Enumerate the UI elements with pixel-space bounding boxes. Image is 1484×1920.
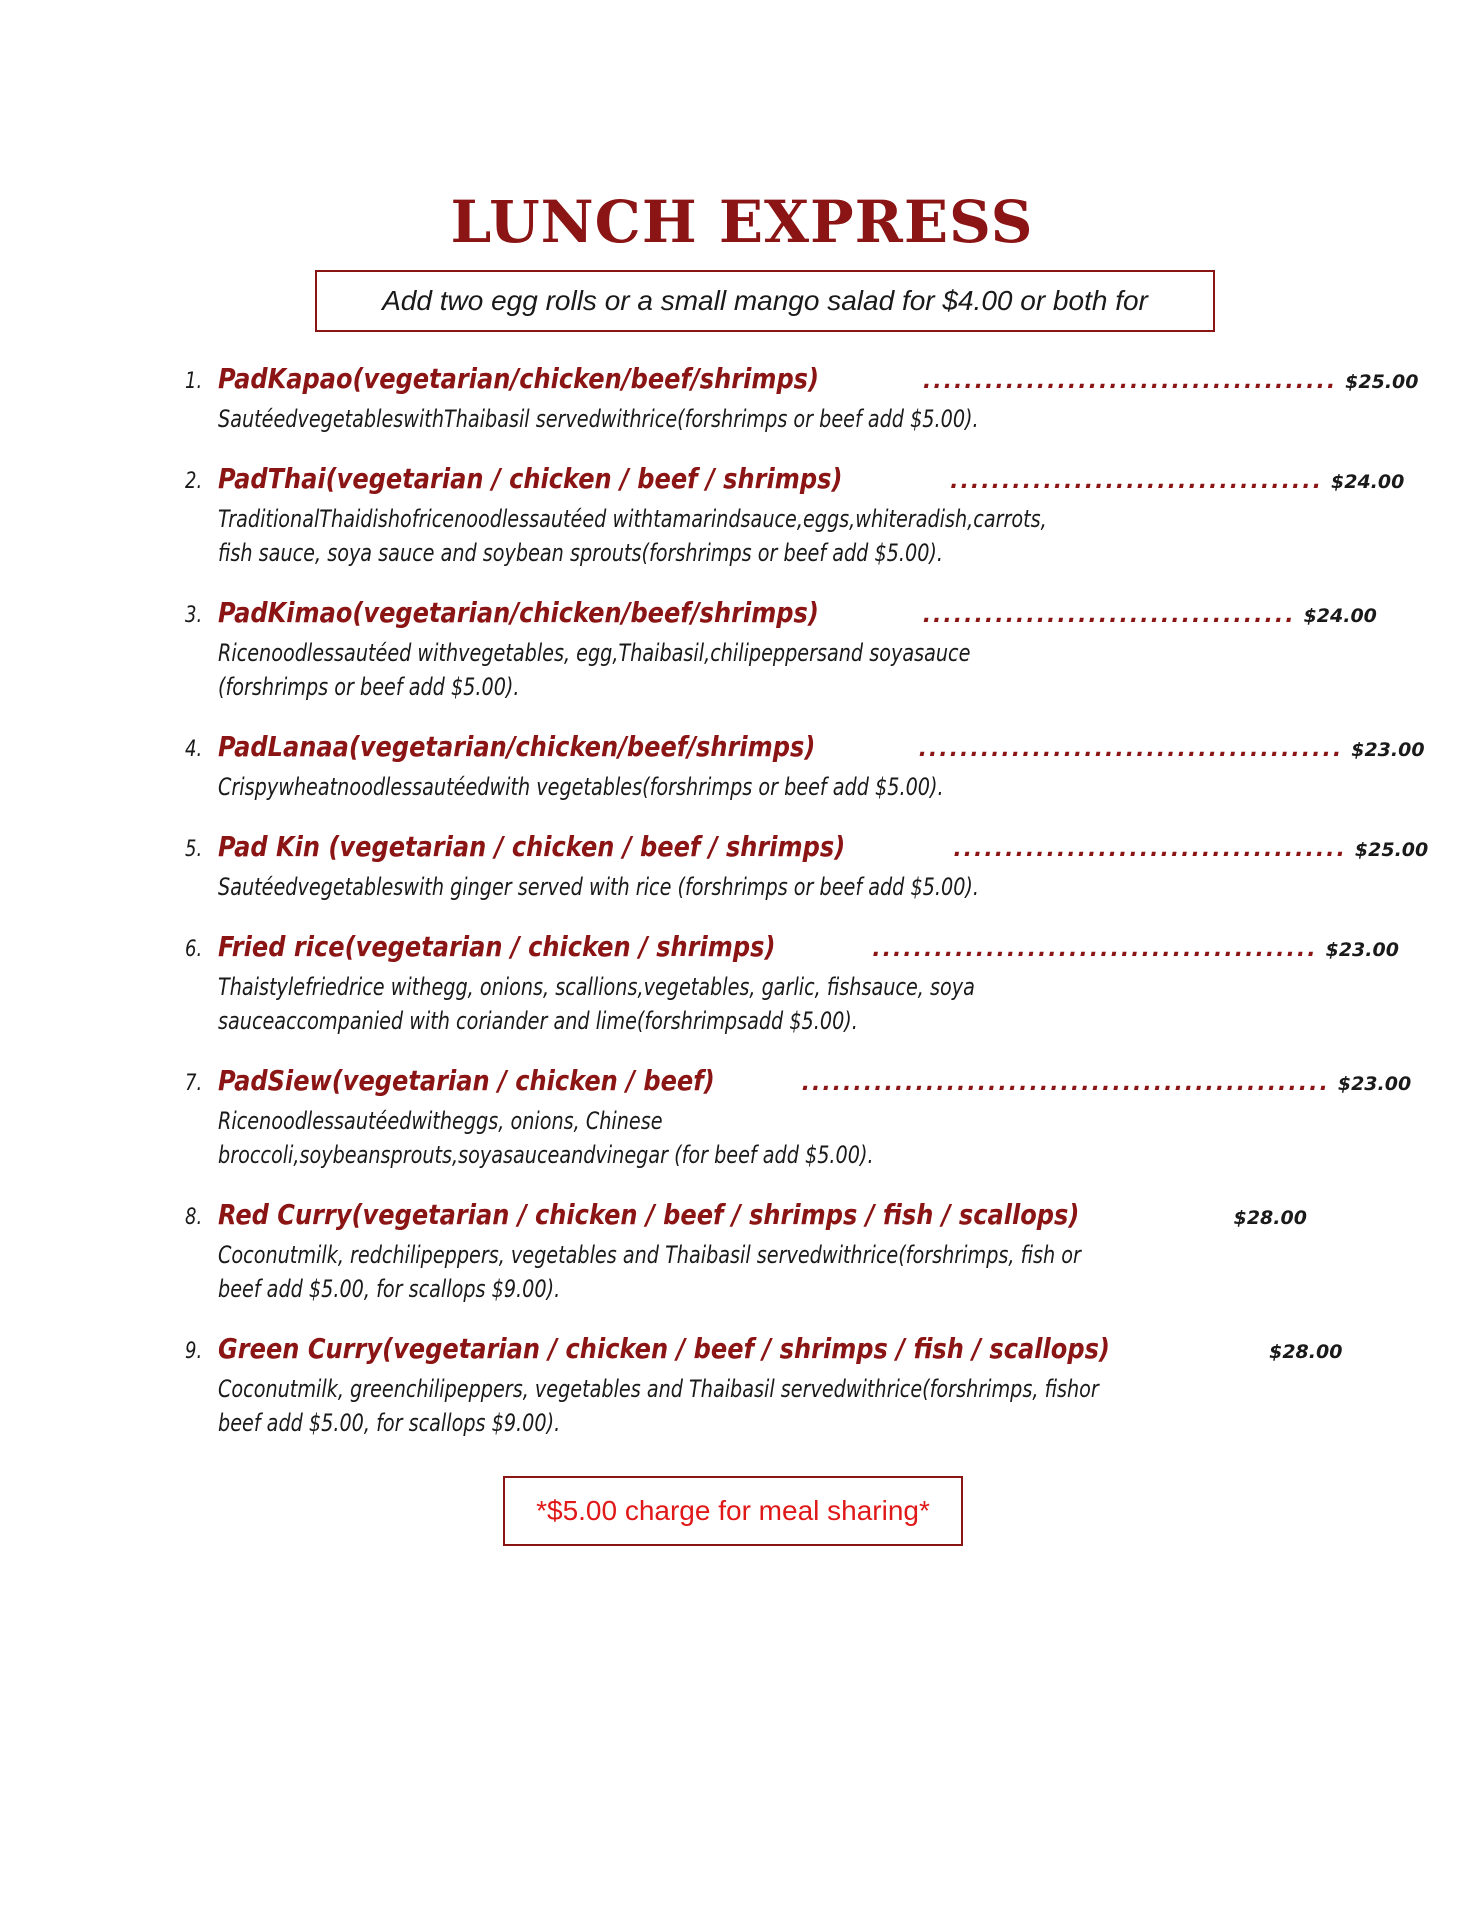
dot-leader: ........................................ [922, 369, 1338, 394]
menu-item-header [185, 362, 1419, 402]
item-number: 6. [185, 937, 203, 962]
menu-item [185, 362, 1419, 436]
menu-item [185, 730, 1425, 804]
item-number: 7. [185, 1071, 203, 1096]
item-description [218, 502, 1178, 570]
page-title: LUNCH EXPRESS [450, 188, 1034, 256]
item-name: PadLanaa(vegetarian/chicken/beef/shrimps) [218, 730, 816, 763]
item-price: $23.00 [1351, 739, 1425, 761]
meal-sharing-note-box [503, 1476, 963, 1546]
item-name: PadKapao(vegetarian/chicken/beef/shrimps) [218, 362, 820, 395]
dot-leader: ...................................... [953, 837, 1347, 862]
addon-note-box [315, 270, 1215, 332]
item-price: $24.00 [1331, 471, 1405, 493]
item-price: $28.00 [1233, 1207, 1307, 1229]
item-price: $24.00 [1303, 605, 1377, 627]
item-number: 3. [185, 603, 203, 628]
description-line: Ricenoodlessautéedwitheggs, onions, Chinese [218, 1107, 663, 1135]
menu-item [185, 596, 1377, 704]
item-number: 4. [185, 737, 203, 762]
description-line: fish sauce, soya sauce and soybean sprouts(forshrimps or beef add $5.00). [218, 539, 943, 567]
item-description [218, 770, 1178, 804]
item-price: $23.00 [1337, 1073, 1412, 1095]
description-line: TraditionalThaidishofricenoodlessautéed withtamarindsauce,eggs,whiteradish,carrots, [218, 505, 1047, 533]
addon-note: Add two egg rolls or a small mango salad for $4.00 or both for [382, 285, 1148, 316]
item-number: 9. [185, 1339, 203, 1364]
menu-item-header [185, 462, 1405, 502]
menu-item [185, 930, 1399, 1038]
menu-item-header [185, 1332, 1343, 1372]
dot-leader: ......................................... [918, 737, 1344, 762]
menu-item-header [185, 730, 1425, 770]
menu-list [185, 362, 1429, 1440]
meal-sharing-note: *$5.00 charge for meal sharing* [536, 1495, 930, 1526]
description-line: broccoli,soybeansprouts,soyasauceandvinegar (for beef add $5.00). [218, 1141, 874, 1169]
menu-item [185, 1332, 1343, 1440]
item-name: PadKimao(vegetarian/chicken/beef/shrimps) [218, 596, 819, 629]
item-price: $28.00 [1269, 1341, 1343, 1363]
description-line: (forshrimps or beef add $5.00). [218, 673, 520, 701]
description-line: beef add $5.00, for scallops $9.00). [218, 1275, 561, 1303]
description-line: Ricenoodlessautéed withvegetables, egg,Thaibasil,chilipeppersand soyasauce [218, 639, 971, 667]
menu-item [185, 1198, 1305, 1306]
description-line: Sautéedvegetableswith ginger served with rice (forshrimps or beef add $5.00). [218, 873, 980, 901]
item-number: 8. [185, 1205, 203, 1230]
item-number: 5. [185, 837, 203, 862]
item-description [218, 1238, 1178, 1306]
menu-item-header [185, 930, 1399, 970]
menu-item-header [185, 596, 1377, 636]
description-line: Coconutmilk, greenchilipeppers, vegetables and Thaibasil servedwithrice(forshrimps, fishor [218, 1375, 1099, 1403]
item-number: 1. [185, 369, 203, 394]
menu-item [185, 462, 1405, 570]
item-name: Pad Kin (vegetarian / chicken / beef / shrimps) [218, 830, 846, 863]
item-name: Green Curry(vegetarian / chicken / beef / shrimps / fish / scallops) [218, 1332, 1110, 1365]
menu-item [185, 830, 1429, 904]
description-line: beef add $5.00, for scallops $9.00). [218, 1409, 561, 1437]
item-description [218, 870, 1178, 904]
item-description [218, 970, 1178, 1038]
description-line: Crispywheatnoodlessautéedwith vegetables(forshrimps or beef add $5.00). [218, 773, 944, 801]
item-name: Fried rice(vegetarian / chicken / shrimps) [218, 930, 776, 963]
item-description [218, 402, 1178, 436]
description-line: SautéedvegetableswithThaibasil servedwithrice(forshrimps or beef add $5.00). [218, 405, 979, 433]
menu-item [185, 1064, 1412, 1172]
item-description [218, 636, 1178, 704]
menu-item-header [185, 1064, 1412, 1104]
item-price: $25.00 [1354, 839, 1429, 861]
item-description [218, 1372, 1178, 1440]
item-name: PadThai(vegetarian / chicken / beef / shrimps) [218, 462, 843, 495]
item-price: $25.00 [1345, 371, 1419, 393]
dot-leader: .................................... [950, 469, 1323, 494]
dot-leader: ................................................... [801, 1071, 1330, 1096]
item-price: $23.00 [1325, 939, 1399, 961]
item-description [218, 1104, 1178, 1172]
dot-leader: .................................... [922, 603, 1296, 628]
description-line: Thaistylefriedrice withegg, onions, scallions,vegetables, garlic, fishsauce, soya [218, 973, 975, 1001]
description-line: sauceaccompanied with coriander and lime(forshrimpsadd $5.00). [218, 1007, 858, 1035]
menu-item-header [185, 830, 1429, 870]
dot-leader: ........................................... [872, 937, 1318, 962]
item-name: Red Curry(vegetarian / chicken / beef / shrimps / fish / scallops) [218, 1198, 1080, 1231]
menu-item-header [185, 1198, 1305, 1238]
description-line: Coconutmilk, redchilipeppers, vegetables and Thaibasil servedwithrice(forshrimps, fish or [218, 1241, 1081, 1269]
item-name: PadSiew(vegetarian / chicken / beef) [218, 1064, 715, 1097]
item-number: 2. [185, 469, 203, 494]
